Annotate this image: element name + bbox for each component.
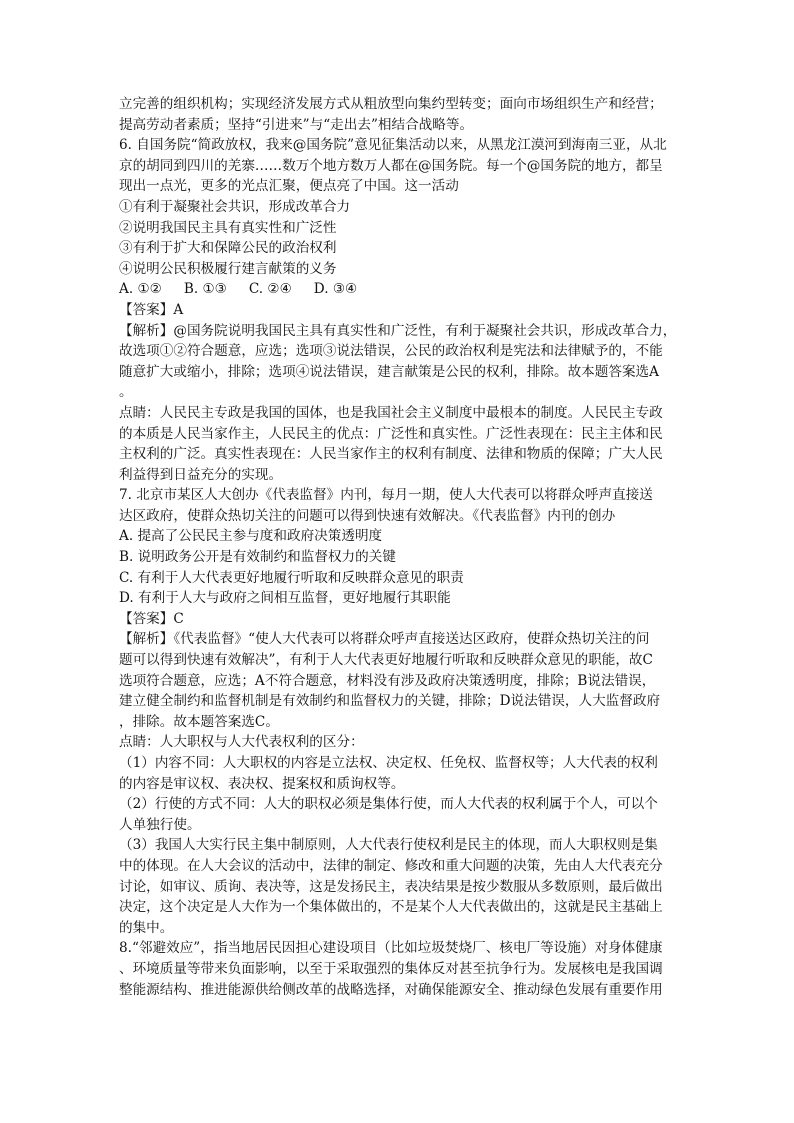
document-page — [119, 94, 675, 1000]
text-line: 立完善的组织机构；实现经济发展方式从粗放型向集约型转变；面向市场组织生产和经营； — [119, 96, 663, 112]
analysis-line: 题可以得到快速有效解决”，有利于人大代表更好地履行听取和反映群众意见的职能，故C — [119, 652, 653, 669]
statement-item: ②说明我国民主具有真实性和广泛性 — [119, 219, 337, 236]
question-6 — [119, 135, 675, 485]
tip-line: 利益得到日益充分的实现。 — [119, 466, 283, 483]
question-stem-line: 8.“邻避效应”，指当地居民因担心建设项目（比如垃圾焚烧厂、核电厂等设施）对身体健康 — [119, 940, 663, 957]
option-b: B. 说明政务公开是有效制约和监督权力的关键 — [119, 549, 396, 566]
tip-line: （2）行使的方式不同：人大的职权必须是集体行使，而人大代表的权利属于个人，可以个 — [119, 796, 658, 813]
tip-line: 点睛：人大职权与人大代表权利的区分： — [119, 734, 364, 751]
tip-line: 决定，这个决定是人大作为一个集体做出的，不是某个人大代表做出的，这就是民主基础上 — [119, 899, 663, 916]
tip-line: 人单独行使。 — [119, 816, 201, 833]
option-b: B. ①③ — [183, 281, 227, 298]
analysis-line: 建立健全制约和监督机制是有效制约和监督权力的关键，排除；D说法错误，人大监督政府 — [119, 693, 661, 710]
tip-line: （3）我国人大实行民主集中制原则，人大代表行使权利是民主的体现，而人大职权则是集 — [119, 837, 658, 854]
question-stem-line: 7. 北京市某区人大创办《代表监督》内刊，每月一期，使人大代表可以将群众呼声直接送 — [119, 487, 653, 504]
analysis-line: ，排除。故本题答案选C。 — [119, 713, 279, 730]
question-stem-line: 、环境质量等带来负面影响，以至于采取强烈的集体反对甚至抗争行为。发展核电是我国调 — [119, 960, 663, 977]
tip-line: 主权利的广泛。真实性表现在：人民当家作主的权利有制度、法律和物质的保障；广大人民 — [119, 446, 663, 463]
tip-line: 的集中。 — [119, 919, 174, 936]
question-stem-line: 现出一点光，更多的光点汇聚，便点亮了中国。这一活动 — [119, 178, 459, 195]
analysis-line: 【解析】《代表监督》“使人大代表可以将群众呼声直接送达区政府，使群众热切关注的问 — [119, 631, 650, 648]
answer-options — [119, 279, 675, 300]
option-c: C. 有利于人大代表更好地履行听取和反映群众意见的职责 — [119, 569, 464, 586]
question-stem-line: 6. 自国务院“简政放权，我来@国务院”意见征集活动以来，从黑龙江漠河到海南三亚，从北 — [119, 137, 667, 154]
analysis-line: 随意扩大或缩小，排除；选项④说法错误，建言献策是公民的权利，排除。故本题答案选A — [119, 363, 659, 380]
tip-line: 讨论，如审议、质询、表决等，这是发扬民主，表决结果是按少数服从多数原则，最后做出 — [119, 878, 663, 895]
question-7 — [119, 485, 675, 938]
option-c: C. ②④ — [248, 281, 292, 298]
tip-line: 的本质是人民当家作主，人民民主的优点：广泛性和真实性。广泛性表现在：民主主体和民 — [119, 425, 663, 442]
analysis-line: 选项符合题意，应选；A不符合题意，材料没有涉及政府决策透明度，排除；B说法错误， — [119, 672, 656, 689]
question-stem-line: 整能源结构、推进能源供给侧改革的战略选择，对确保能源安全、推动绿色发展有重要作用 — [119, 981, 663, 998]
analysis-line: 【解析】@国务院说明我国民主具有真实性和广泛性，有利于凝聚社会共识，形成改革合力， — [119, 322, 677, 339]
analysis-line: 故选项①②符合题意，应选；选项③说法错误，公民的政治权利是宪法和法律赋予的，不能 — [119, 343, 663, 360]
option-d: D. ③④ — [313, 281, 358, 298]
option-a: A. 提高了公民民主参与度和政府决策透明度 — [119, 528, 383, 545]
statement-item: ④说明公民积极履行建言献策的义务 — [119, 260, 337, 277]
question-stem-line: 达区政府，使群众热切关注的问题可以得到快速有效解决。《代表监督》内刊的创办 — [119, 507, 616, 524]
tip-line: 中的体现。在人大会议的活动中，法律的制定、修改和重大问题的决策，先由人大代表充分 — [119, 857, 663, 874]
statement-item: ①有利于凝聚社会共识，形成改革合力 — [119, 198, 351, 215]
tip-line: 点睛：人民民主专政是我国的国体，也是我国社会主义制度中最根本的制度。人民民主专政 — [119, 404, 663, 421]
tip-line: 的内容是审议权、表决权、提案权和质询权等。 — [119, 775, 405, 792]
question-stem-line: 京的胡同到四川的羌寨……数万个地方数万人都在@国务院。每一个@国务院的地方，都呈 — [119, 157, 663, 174]
statement-item: ③有利于扩大和保障公民的政治权利 — [119, 240, 337, 257]
tip-line: （1）内容不同：人大职权的内容是立法权、决定权、任免权、监督权等；人大代表的权利 — [119, 755, 658, 771]
text-line: 提高劳动者素质；坚持“引进来”与“走出去”相结合战略等。 — [119, 116, 474, 133]
analysis-line: 。 — [119, 384, 133, 401]
answer-label: 【答案】C — [119, 610, 184, 627]
intro-paragraph — [119, 94, 675, 135]
option-a: A. ①② — [119, 281, 162, 298]
question-8 — [119, 938, 675, 1000]
answer-label: 【答案】A — [119, 301, 184, 318]
option-d: D. 有利于人大与政府之间相互监督，更好地履行其职能 — [119, 590, 451, 607]
